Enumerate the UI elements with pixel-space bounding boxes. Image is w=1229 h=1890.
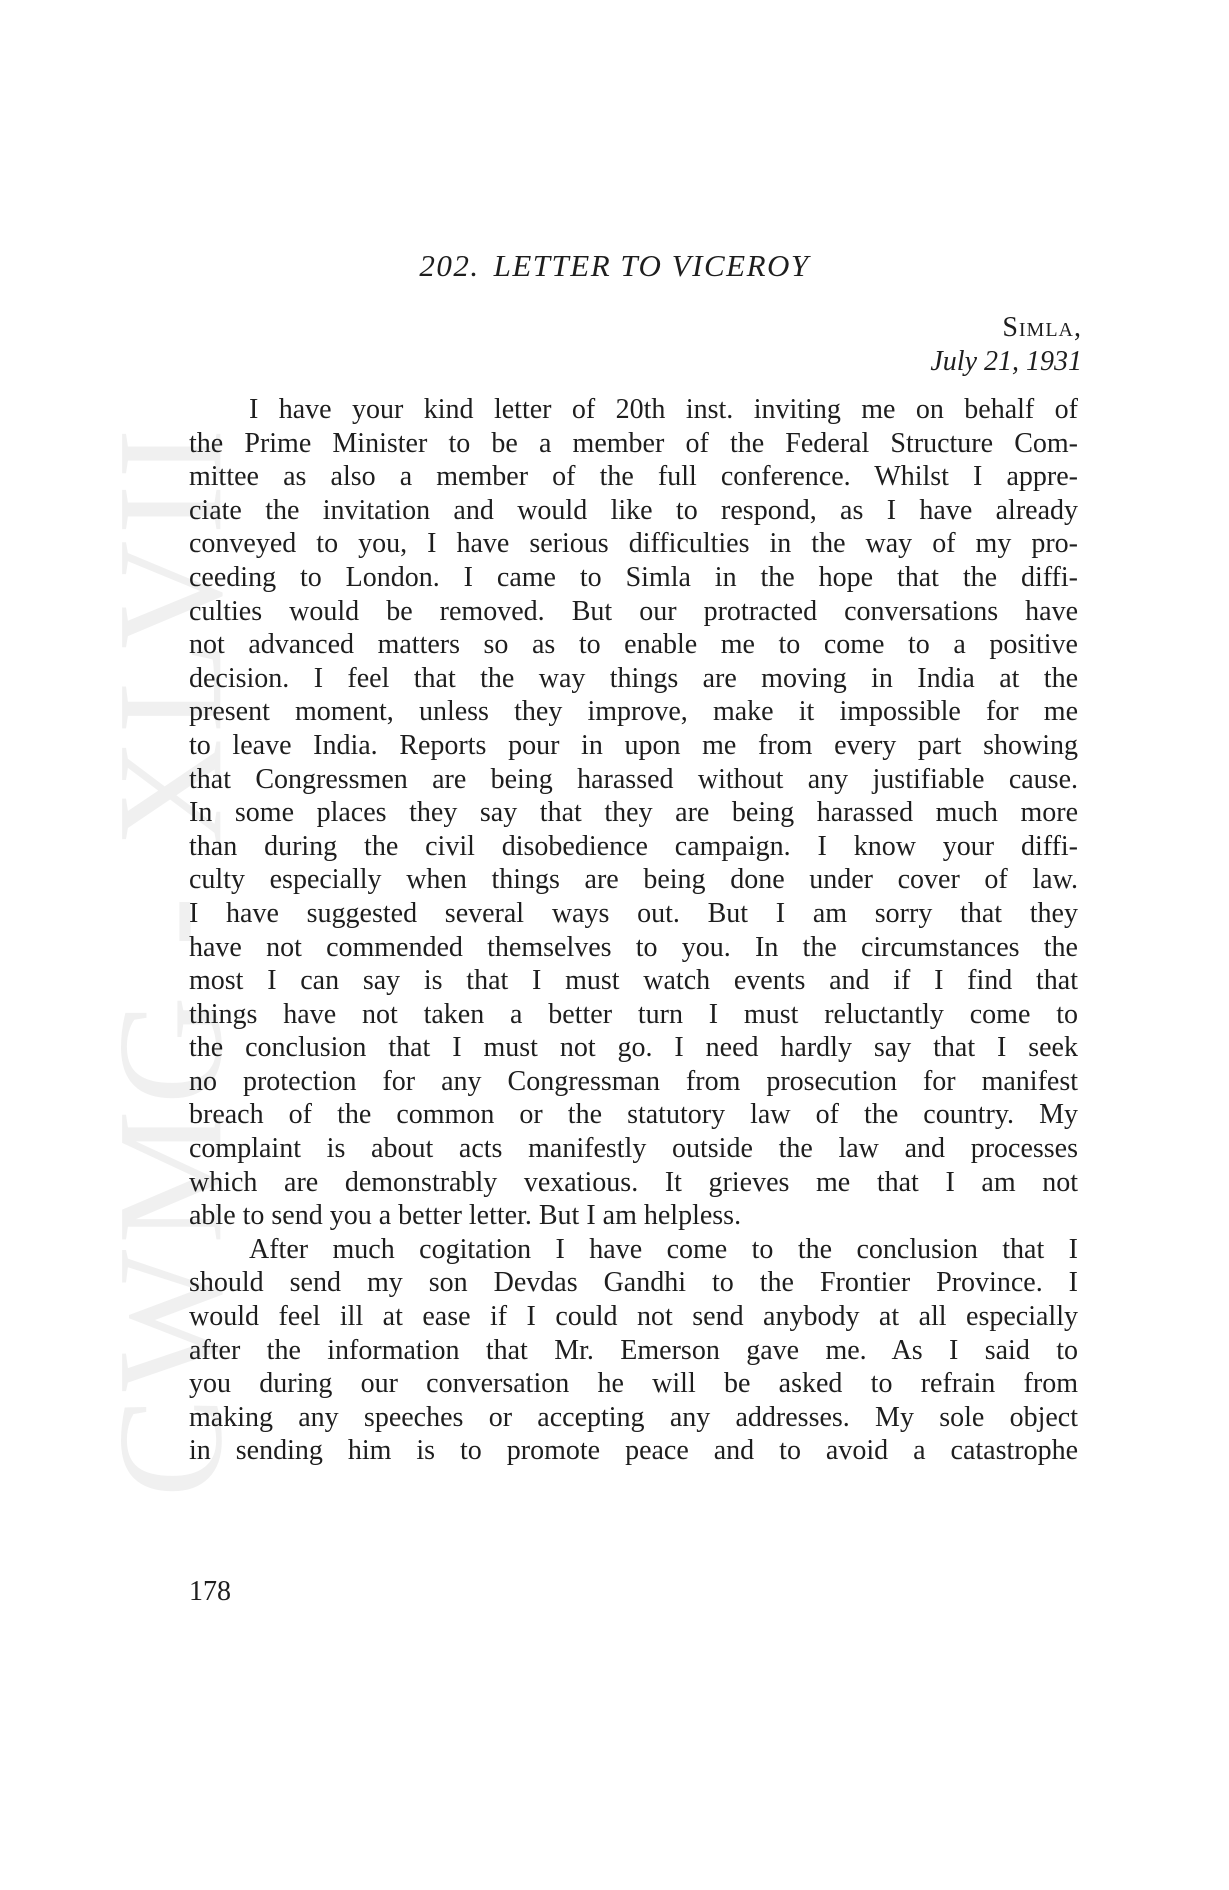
text-line: which are demonstrably vexatious. It grieves me that I am not <box>189 1166 1078 1198</box>
text-line: culties would be removed. But our protracted conversations have <box>189 595 1078 627</box>
text-line: the Prime Minister to be a member of the Federal Structure Com- <box>189 427 1078 459</box>
paragraph-2 <box>189 1233 1078 1468</box>
text-line: you during our conversation he will be asked to refrain from <box>189 1368 1078 1400</box>
text-line: making any speeches or accepting any addresses. My sole object <box>189 1401 1078 1433</box>
text-line: conveyed to you, I have serious difficulties in the way of my pro- <box>189 528 1078 560</box>
text-line: decision. I feel that the way things are moving in India at the <box>189 662 1078 694</box>
text-line: mittee as also a member of the full conference. Whilst I appre- <box>189 461 1078 493</box>
text-line: should send my son Devdas Gandhi to the Frontier Province. I <box>189 1267 1078 1299</box>
text-line: would feel ill at ease if I could not send anybody at all especially <box>189 1301 1078 1333</box>
text-line: after the information that Mr. Emerson gave me. As I said to <box>189 1334 1078 1366</box>
text-line: ceeding to London. I came to Simla in the hope that the diffi- <box>189 561 1078 593</box>
text-line: present moment, unless they improve, make it impossible for me <box>189 696 1078 728</box>
text-line: ciate the invitation and would like to respond, as I have already <box>189 494 1078 526</box>
letter-title: LETTER TO VICEROY <box>493 248 810 283</box>
paragraph-1 <box>189 393 1078 1233</box>
text-line: not advanced matters so as to enable me to come to a positive <box>189 629 1078 661</box>
letter-number: 202. <box>419 248 480 283</box>
text-line: able to send you a better letter. But I am helpless. <box>189 1200 742 1232</box>
text-line: In some places they say that they are being harassed much more <box>189 797 1078 829</box>
text-line: breach of the common or the statutory law of the country. My <box>189 1099 1078 1131</box>
text-line: in sending him is to promote peace and to avoid a catastrophe <box>189 1435 1078 1467</box>
text-line: complaint is about acts manifestly outside the law and processes <box>189 1133 1078 1165</box>
watermark-text: CWMG - XLVII <box>87 422 253 1498</box>
text-line: I have suggested several ways out. But I am sorry that they <box>189 897 1078 929</box>
text-line: have not commended themselves to you. In the circumstances the <box>189 931 1078 963</box>
page-number: 178 <box>189 1576 231 1607</box>
text-line: culty especially when things are being done under cover of law. <box>189 864 1078 896</box>
text-line: things have not taken a better turn I must reluctantly come to <box>189 998 1078 1030</box>
text-line: that Congressmen are being harassed without any justifiable cause. <box>189 763 1078 795</box>
text-line: than during the civil disobedience campaign. I know your diffi- <box>189 830 1078 862</box>
text-line: to leave India. Reports pour in upon me from every part showing <box>189 729 1078 761</box>
dateline-place: Simla, <box>1002 312 1082 343</box>
text-line: most I can say is that I must watch events and if I find that <box>189 965 1078 997</box>
page-title <box>0 248 1229 284</box>
letter-body <box>189 393 1078 1468</box>
text-line: I have your kind letter of 20th inst. inviting me on behalf of <box>249 394 1078 425</box>
text-line: After much cogitation I have come to the conclusion that I <box>249 1233 1078 1265</box>
dateline-date: July 21, 1931 <box>930 346 1082 377</box>
text-line: the conclusion that I must not go. I need hardly say that I seek <box>189 1032 1078 1064</box>
text-line: no protection for any Congressman from prosecution for manifest <box>189 1065 1078 1097</box>
